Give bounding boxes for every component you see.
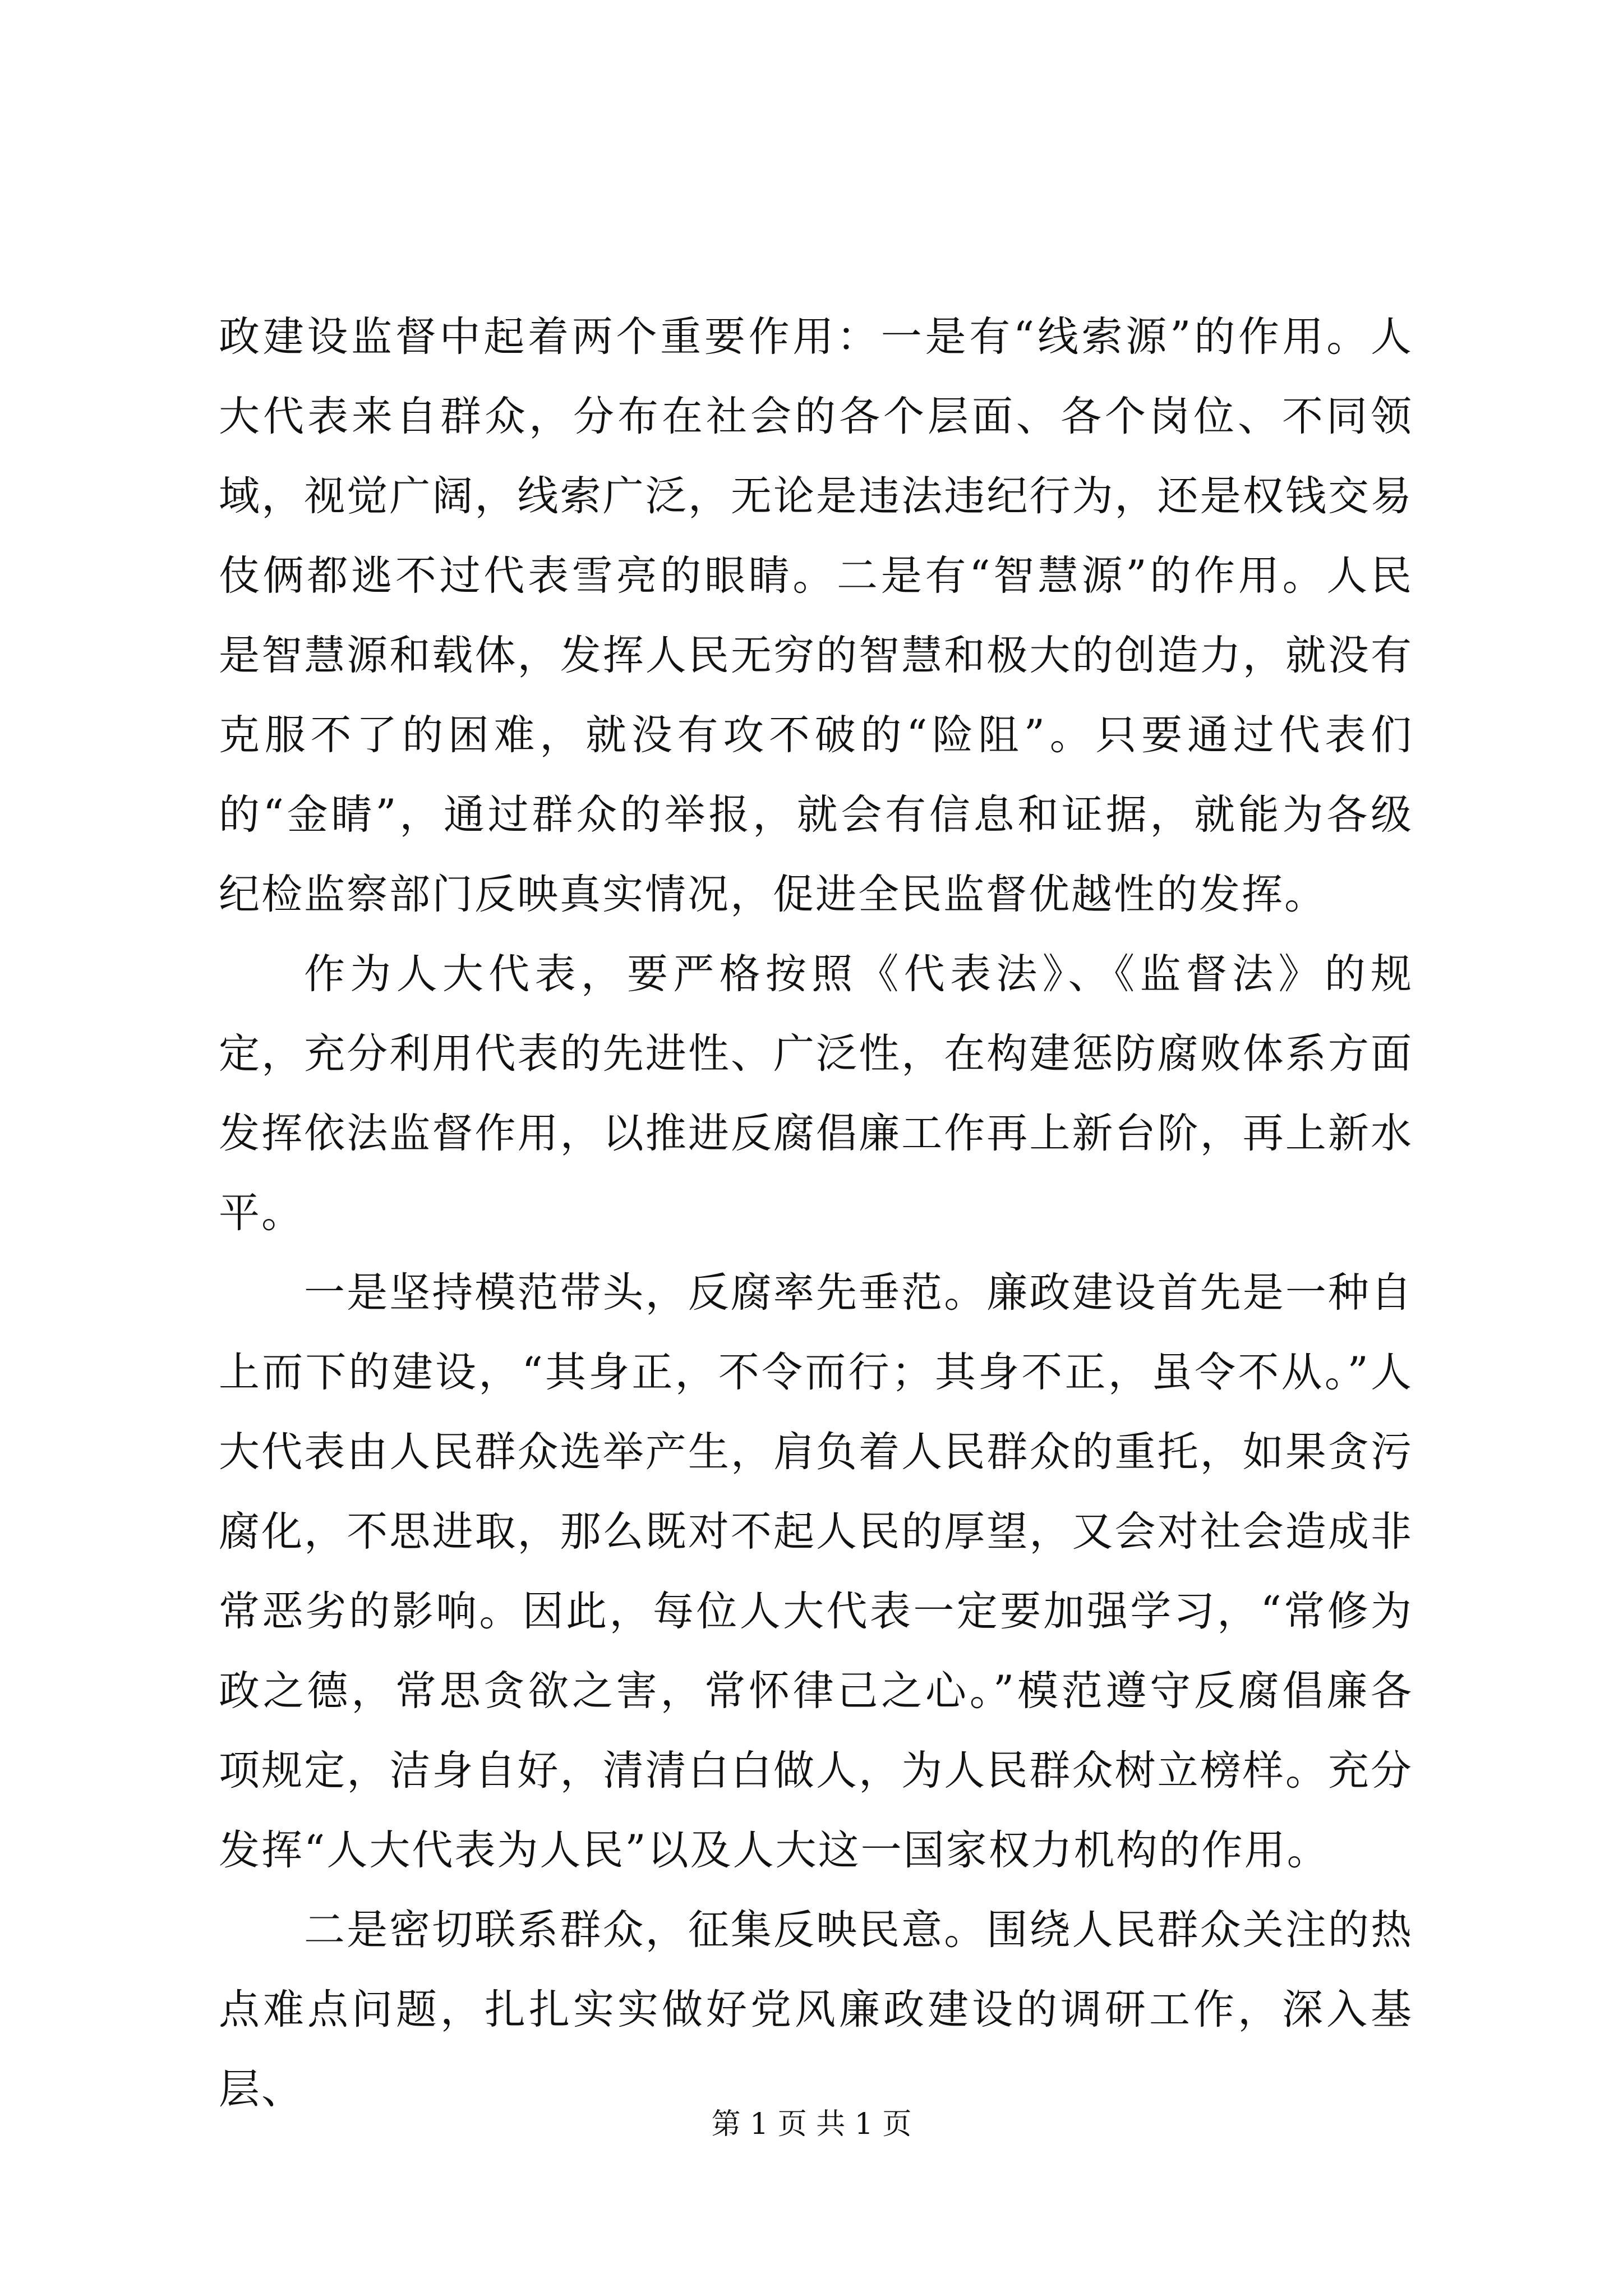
paragraph-1: 政建设监督中起着两个重要作用：一是有“线索源”的作用。人大代表来自群众，分布在社会的各个层面、各个岗位、不同领域，视觉广阔，线索广泛，无论是违法违纪行为，还是权钱交易伎俩都逃不过代表雪亮的眼睛。二是有“智慧源”的作用。人民是智慧源和载体，发挥人民无穷的智慧和极大的创造力，就没有克服不了的困难，就没有攻不破的“险阻”。只要通过代表们的“金睛”，通过群众的举报，就会有信息和证据，就能为各级纪检监察部门反映真实情况，促进全民监督优越性的发挥。 — [219, 313, 1413, 918]
page-footer: 第 1 页 共 1 页 — [711, 2108, 912, 2141]
paragraph-2: 作为人大代表，要严格按照《代表法》、《监督法》的规定，充分利用代表的先进性、广泛性，在构建惩防腐败体系方面发挥依法监督作用，以推进反腐倡廉工作再上新台阶，再上新水平。 — [219, 950, 1413, 1237]
paragraph-3: 一是坚持模范带头，反腐率先垂范。廉政建设首先是一种自上而下的建设，“其身正，不令而行；其身不正，虽令不从。”人大代表由人民群众选举产生，肩负着人民群众的重托，如果贪污腐化，不思进取，那么既对不起人民的厚望，又会对社会造成非常恶劣的影响。因此，每位人大代表一定要加强学习，“常修为政之德，常思贪欲之害，常怀律己之心。”模范遵守反腐倡廉各项规定，洁身自好，清清白白做人，为人民群众树立榜样。充分发挥“人大代表为人民”以及人大这一国家权力机构的作用。 — [219, 1269, 1413, 1874]
body-text — [219, 297, 1413, 2129]
paragraph-4: 二是密切联系群众，征集反映民意。围绕人民群众关注的热点难点问题，扎扎实实做好党风廉政建设的调研工作，深入基层、 — [219, 1906, 1413, 2113]
